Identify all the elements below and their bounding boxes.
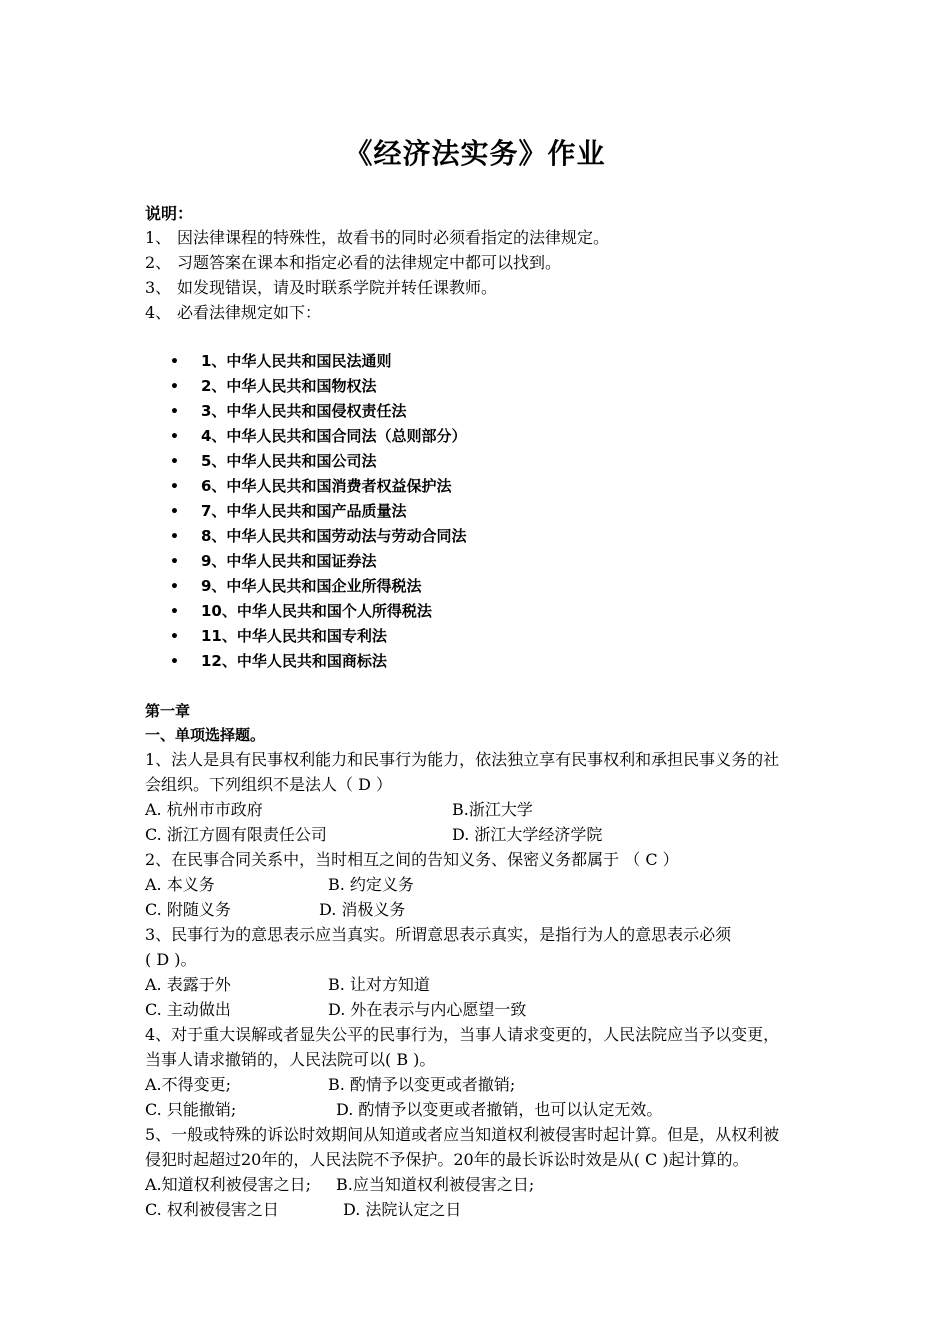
bullet-icon: •: [170, 529, 179, 545]
question-text: 会组织。下列组织不是法人（ D ）: [145, 775, 393, 794]
option-c: C. 只能撤销;: [145, 1100, 237, 1119]
law-title: 7、中华人民共和国产品质量法: [201, 502, 407, 520]
law-list-item: [170, 349, 466, 374]
law-title: 9、中华人民共和国企业所得税法: [201, 577, 422, 595]
bullet-icon: •: [170, 454, 179, 470]
bullet-icon: •: [170, 604, 179, 620]
option-c: C. 权利被侵害之日: [145, 1200, 279, 1219]
intro-item: [145, 276, 497, 300]
bullet-icon: •: [170, 404, 179, 420]
question-text: 2、在民事合同关系中，当时相互之间的告知义务、保密义务都属于 （ C ）: [145, 850, 679, 869]
option-row: [145, 873, 414, 897]
option-b: B. 酌情予以变更或者撤销;: [328, 1075, 516, 1094]
option-row: [145, 998, 526, 1022]
law-title: 10、中华人民共和国个人所得税法: [201, 602, 432, 620]
option-row: [145, 1173, 534, 1197]
intro-item: [145, 251, 561, 275]
option-a: A.不得变更;: [145, 1075, 232, 1094]
law-title: 2、中华人民共和国物权法: [201, 377, 377, 395]
option-row: [145, 823, 602, 847]
option-d: D. 消极义务: [319, 900, 406, 919]
law-title: 4、中华人民共和国合同法（总则部分）: [201, 427, 467, 445]
law-list-item: [170, 474, 466, 499]
law-list-item: [170, 624, 466, 649]
question-text: 5、一般或特殊的诉讼时效期间从知道或者应当知道权利被侵害时起计算。但是，从权利被: [145, 1125, 780, 1144]
question-text: ( D )。: [145, 950, 197, 969]
law-list-item: [170, 499, 466, 524]
option-c: C. 浙江方圆有限责任公司: [145, 825, 327, 844]
chapter-heading: 第一章: [145, 702, 191, 720]
option-d: D. 浙江大学经济学院: [452, 825, 603, 844]
option-a: A. 杭州市市政府: [145, 800, 263, 819]
option-c: C. 主动做出: [145, 1000, 231, 1019]
option-row: [145, 973, 430, 997]
option-b: B. 约定义务: [328, 875, 414, 894]
law-list-item: [170, 524, 466, 549]
question-text: 3、民事行为的意思表示应当真实。所谓意思表示真实，是指行为人的意思表示必须: [145, 925, 732, 944]
law-title: 9、中华人民共和国证券法: [201, 552, 377, 570]
law-title: 5、中华人民共和国公司法: [201, 452, 377, 470]
option-a: A. 本义务: [145, 875, 215, 894]
bullet-icon: •: [170, 429, 179, 445]
law-title: 11、中华人民共和国专利法: [201, 627, 387, 645]
law-list-item: [170, 374, 466, 399]
law-list-item: [170, 574, 466, 599]
law-list-item: [170, 449, 466, 474]
question-text: 侵犯时起超过20年的，人民法院不予保护。20年的最长诉讼时效是从( C )起计算的。: [145, 1150, 749, 1169]
law-list-item: [170, 599, 466, 624]
option-row: [145, 1073, 515, 1097]
law-title: 6、中华人民共和国消费者权益保护法: [201, 477, 452, 495]
intro-item-text: 习题答案在课本和指定必看的法律规定中都可以找到。: [177, 253, 562, 272]
law-title: 3、中华人民共和国侵权责任法: [201, 402, 407, 420]
option-row: [145, 1098, 662, 1122]
question-text: 4、对于重大误解或者显失公平的民事行为，当事人请求变更的，人民法院应当予以变更，: [145, 1025, 780, 1044]
intro-item-number: 2、: [145, 253, 172, 272]
question-text: 当事人请求撤销的，人民法院可以( B )。: [145, 1050, 436, 1069]
law-list-item: [170, 649, 466, 674]
bullet-icon: •: [170, 379, 179, 395]
required-laws-list: [170, 349, 466, 674]
bullet-icon: •: [170, 654, 179, 670]
option-row: [145, 798, 533, 822]
intro-item-text: 因法律课程的特殊性，故看书的同时必须看指定的法律规定。: [177, 228, 610, 247]
option-b: B.应当知道权利被侵害之日;: [336, 1175, 535, 1194]
option-row: [145, 898, 405, 922]
option-row: [145, 1198, 461, 1222]
intro-item-number: 4、: [145, 303, 172, 322]
document-title: 《经济法实务》作业: [344, 137, 606, 170]
bullet-icon: •: [170, 479, 179, 495]
bullet-icon: •: [170, 579, 179, 595]
intro-heading: 说明：: [145, 204, 194, 223]
question-text: 1、法人是具有民事权利能力和民事行为能力，依法独立享有民事权利和承担民事义务的社: [145, 750, 780, 769]
law-list-item: [170, 424, 466, 449]
law-list-item: [170, 399, 466, 424]
section-heading: 一、单项选择题。: [145, 726, 266, 744]
option-a: A.知道权利被侵害之日;: [145, 1175, 312, 1194]
bullet-icon: •: [170, 354, 179, 370]
law-list-item: [170, 549, 466, 574]
bullet-icon: •: [170, 504, 179, 520]
intro-item-text: 必看法律规定如下：: [177, 303, 322, 322]
intro-item-text: 如发现错误，请及时联系学院并转任课教师。: [177, 278, 498, 297]
bullet-icon: •: [170, 554, 179, 570]
option-a: A. 表露于外: [145, 975, 231, 994]
option-d: D. 酌情予以变更或者撤销，也可以认定无效。: [336, 1100, 663, 1119]
intro-item: [145, 226, 609, 250]
option-c: C. 附随义务: [145, 900, 231, 919]
option-b: B.浙江大学: [452, 800, 533, 819]
intro-item-number: 1、: [145, 228, 172, 247]
option-d: D. 外在表示与内心愿望一致: [328, 1000, 527, 1019]
option-b: B. 让对方知道: [328, 975, 430, 994]
bullet-icon: •: [170, 629, 179, 645]
law-title: 12、中华人民共和国商标法: [201, 652, 387, 670]
intro-item-number: 3、: [145, 278, 172, 297]
intro-item: [145, 301, 321, 325]
option-d: D. 法院认定之日: [343, 1200, 462, 1219]
law-title: 8、中华人民共和国劳动法与劳动合同法: [201, 527, 467, 545]
law-title: 1、中华人民共和国民法通则: [201, 352, 392, 370]
